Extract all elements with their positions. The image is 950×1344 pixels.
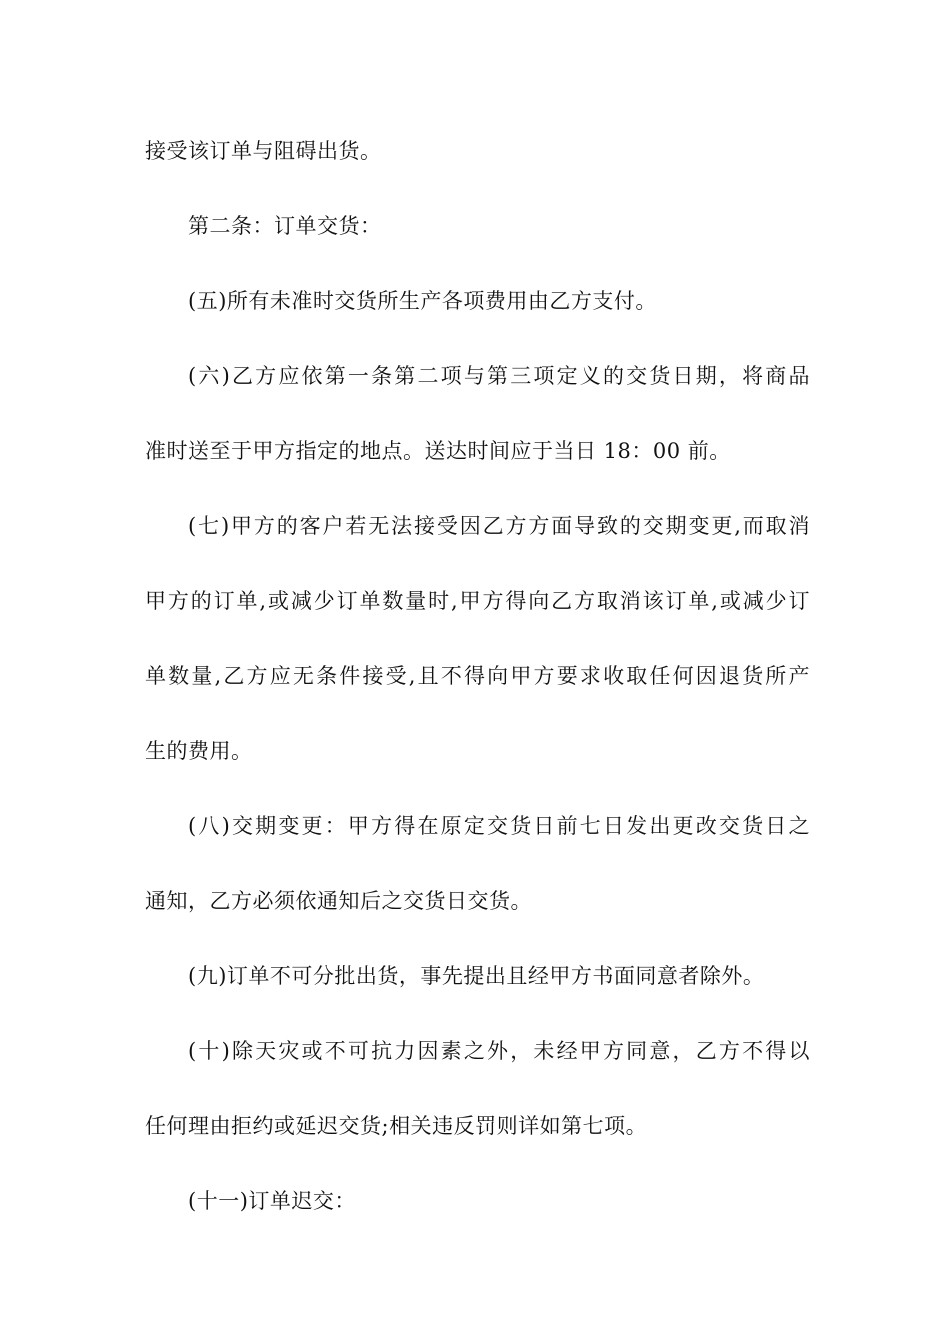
- paragraph-line: 准时送至于甲方指定的地点。送达时间应于当日 18：00 前。: [145, 439, 731, 463]
- paragraph-line: 单数量,乙方应无条件接受,且不得向甲方要求收取任何因退货所产: [145, 664, 810, 688]
- paragraph-line: 接受该订单与阻碍出货。: [145, 139, 382, 163]
- paragraph-line: (五)所有未准时交货所生产各项费用由乙方支付。: [188, 289, 657, 313]
- paragraph-line: (八)交期变更：甲方得在原定交货日前七日发出更改交货日之: [188, 814, 810, 838]
- paragraph-line: 生的费用。: [145, 739, 253, 763]
- paragraph-line: (九)订单不可分批出货，事先提出且经甲方书面同意者除外。: [188, 964, 765, 988]
- paragraph-line: (七)甲方的客户若无法接受因乙方方面导致的交期变更,而取消: [188, 514, 810, 538]
- paragraph-line: 甲方的订单,或减少订单数量时,甲方得向乙方取消该订单,或减少订: [145, 589, 810, 613]
- paragraph-line: 任何理由拒约或延迟交货;相关违反罚则详如第七项。: [145, 1114, 648, 1138]
- paragraph-line: (十一)订单迟交：: [188, 1189, 356, 1213]
- section-heading: 第二条：订单交货：: [188, 214, 382, 238]
- paragraph-line: (六)乙方应依第一条第二项与第三项定义的交货日期，将商品: [188, 364, 810, 388]
- paragraph-line: (十)除天灾或不可抗力因素之外，未经甲方同意，乙方不得以: [188, 1039, 810, 1063]
- paragraph-line: 通知，乙方必须依通知后之交货日交货。: [145, 889, 532, 913]
